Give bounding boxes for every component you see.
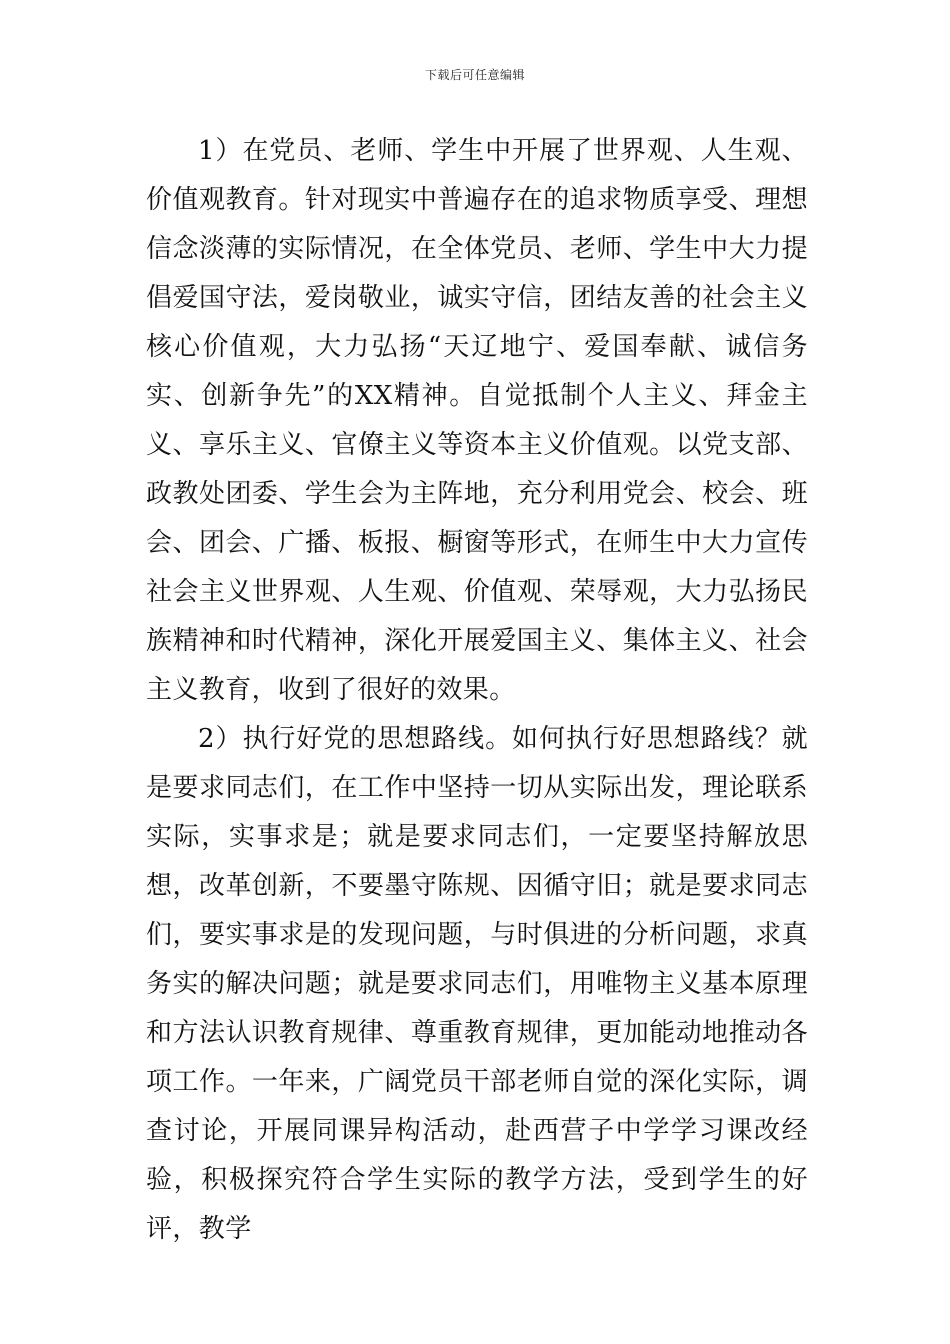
paragraph-1: 1）在党员、老师、学生中开展了世界观、人生观、价值观教育。针对现实中普遍存在的追求物质享受、理想信念淡薄的实际情况，在全体党员、老师、学生中大力提倡爱国守法，爱岗敬业，诚实守信，团结友善的社会主义核心价值观，大力弘扬“天辽地宁、爱国奉献、诚信务实、创新争先”的XX精神。自觉抵制个人主义、拜金主义、享乐主义、官僚主义等资本主义价值观。以党支部、政教处团委、学生会为主阵地，充分利用党会、校会、班会、团会、广播、板报、橱窗等形式，在师生中大力宣传社会主义世界观、人生观、价值观、荣辱观，大力弘扬民族精神和时代精神，深化开展爱国主义、集体主义、社会主义教育，收到了很好的效果。 [146, 136, 808, 705]
paragraph-2: 2）执行好党的思想路线。如何执行好思想路线？就是要求同志们，在工作中坚持一切从实际出发，理论联系实际，实事求是；就是要求同志们，一定要坚持解放思想，改革创新，不要墨守陈规、因循守旧；就是要求同志们，要实事求是的发现问题，与时俱进的分析问题，求真务实的解决问题；就是要求同志们，用唯物主义基本原理和方法认识教育规律、尊重教育规律，更加能动地推动各项工作。一年来，广阔党员干部老师自觉的深化实际，调查讨论，开展同课异构活动，赴西营子中学学习课改经验，积极探究符合学生实际的教学方法，受到学生的好评，教学 [146, 724, 808, 1244]
page-header: 下载后可任意编辑 [424, 68, 525, 82]
document-body [146, 127, 808, 1254]
